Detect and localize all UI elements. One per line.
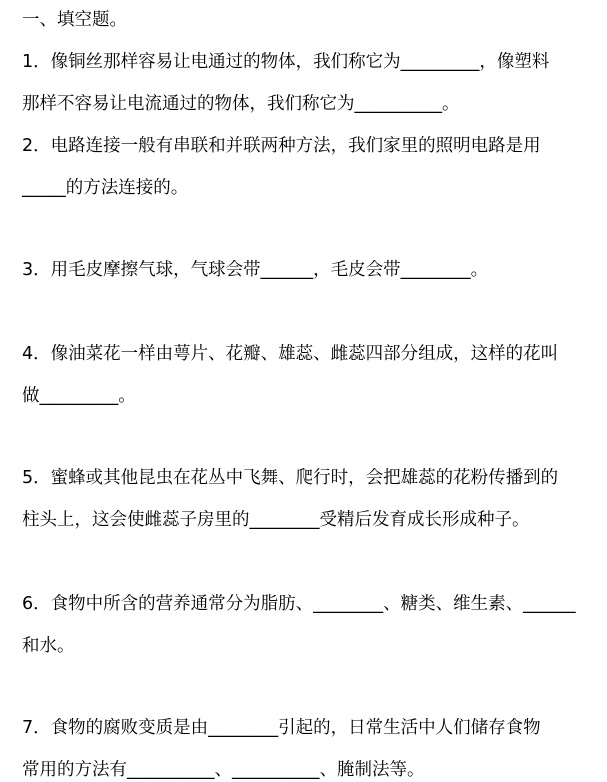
question-5-line-1: 5．蜜蜂或其他昆虫在花丛中飞舞、爬行时，会把雄蕊的花粉传播到的 xyxy=(22,468,559,488)
question-2-line-1: 2．电路连接一般有串联和并联两种方法，我们家里的照明电路是用 xyxy=(22,136,541,156)
question-7-line-1: 7．食物的腐败变质是由________引起的，日常生活中人们储存食物 xyxy=(22,718,541,738)
question-1-line-2: 那样不容易让电流通过的物体，我们称它为__________。 xyxy=(22,94,460,114)
question-3-line-1: 3．用毛皮摩擦气球，气球会带______，毛皮会带________。 xyxy=(22,260,489,280)
question-1-line-1: 1．像铜丝那样容易让电通过的物体，我们称它为_________，像塑料 xyxy=(22,52,550,72)
section-title: 一、填空题。 xyxy=(22,10,127,30)
question-4-line-1: 4．像油菜花一样由萼片、花瓣、雄蕊、雌蕊四部分组成，这样的花叫 xyxy=(22,344,559,364)
question-6-line-2: 和水。 xyxy=(22,636,75,656)
question-7-line-2: 常用的方法有__________、__________、腌制法等。 xyxy=(22,760,425,780)
question-6-line-1: 6．食物中所含的营养通常分为脂肪、________、糖类、维生素、______ xyxy=(22,594,576,614)
question-4-line-2: 做_________。 xyxy=(22,386,136,406)
question-5-line-2: 柱头上，这会使雌蕊子房里的________受精后发育成长形成种子。 xyxy=(22,510,530,530)
question-2-line-2: _____的方法连接的。 xyxy=(22,178,189,198)
